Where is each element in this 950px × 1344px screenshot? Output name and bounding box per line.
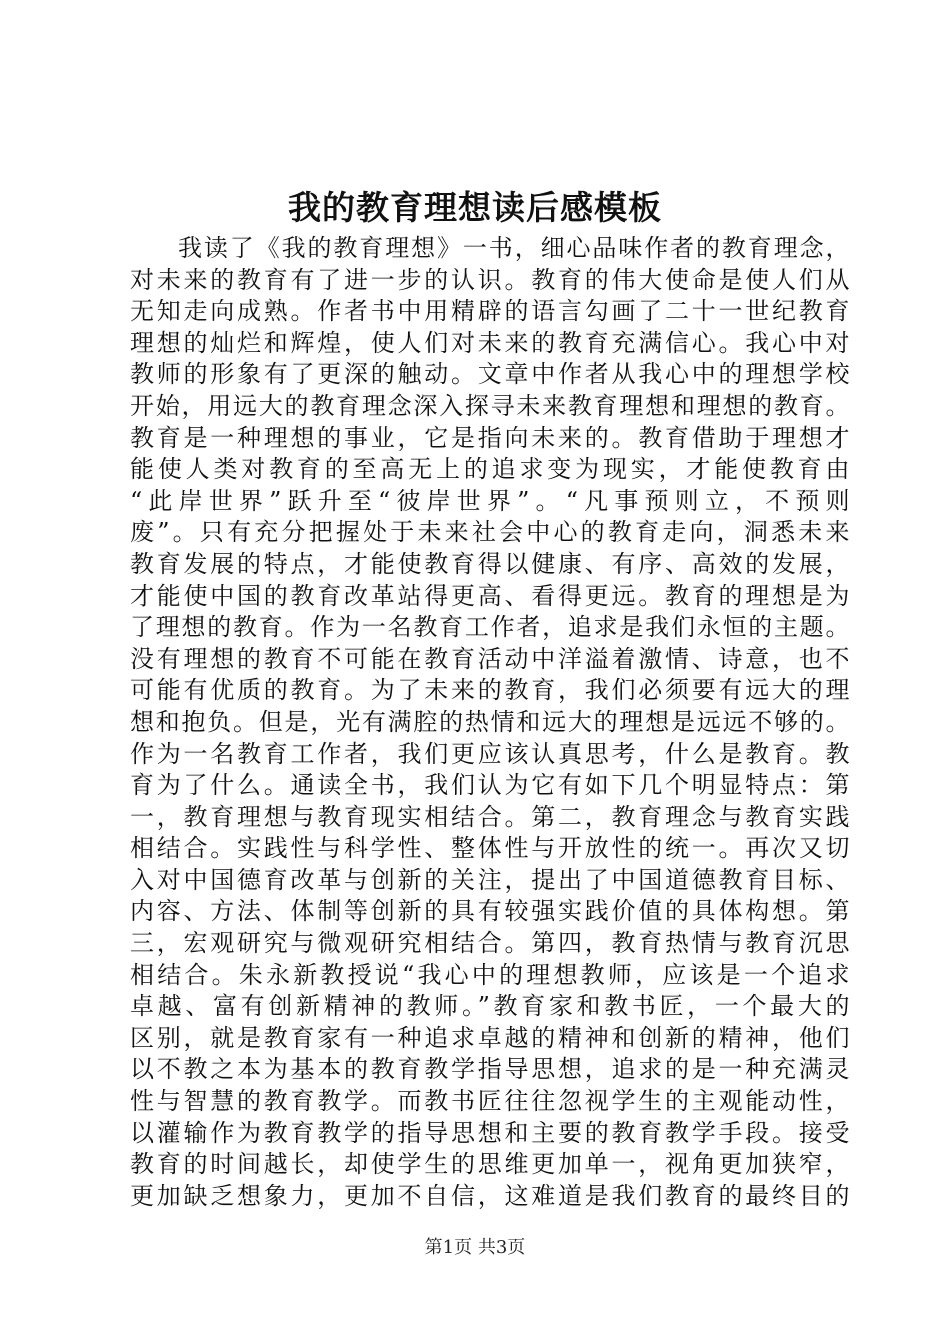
body-line: 一，教育理想与教育现实相结合。第二，教育理念与教育实践 — [130, 802, 850, 831]
document-body — [130, 233, 850, 1212]
body-line: 了理想的教育。作为一名教育工作者，追求是我们永恒的主题。 — [130, 613, 850, 642]
body-line: 对未来的教育有了进一步的认识。教育的伟大使命是使人们从 — [130, 265, 850, 294]
body-line: 相结合。实践性与科学性、整体性与开放性的统一。再次又切 — [130, 834, 850, 863]
body-line: 无知走向成熟。作者书中用精辟的语言勾画了二十一世纪教育 — [130, 297, 850, 326]
body-line: 以灌输作为教育教学的指导思想和主要的教育教学手段。接受 — [130, 1118, 850, 1147]
body-line: 我读了《我的教育理想》一书，细心品味作者的教育理念， — [178, 234, 850, 262]
body-line: 入对中国德育改革与创新的关注，提出了中国道德教育目标、 — [130, 865, 850, 894]
body-line: 教育是一种理想的事业，它是指向未来的。教育借助于理想才 — [130, 423, 850, 452]
document-title: 我的教育理想读后感模板 — [288, 188, 662, 227]
body-line: 才能使中国的教育改革站得更高、看得更远。教育的理想是为 — [130, 581, 850, 610]
body-line: 可能有优质的教育。为了未来的教育，我们必须要有远大的理 — [130, 676, 850, 705]
body-line: 教师的形象有了更深的触动。文章中作者从我心中的理想学校 — [130, 360, 850, 389]
body-line: 相结合。朱永新教授说“我心中的理想教师，应该是一个追求 — [130, 960, 850, 989]
body-line: 区别，就是教育家有一种追求卓越的精神和创新的精神，他们 — [130, 1023, 850, 1052]
body-line: 卓越、富有创新精神的教师。”教育家和教书匠，一个最大的 — [130, 992, 850, 1021]
body-line: 作为一名教育工作者，我们更应该认真思考，什么是教育。教 — [130, 739, 850, 768]
body-line: 育为了什么。通读全书，我们认为它有如下几个明显特点：第 — [130, 771, 850, 800]
body-line: 三，宏观研究与微观研究相结合。第四，教育热情与教育沉思 — [130, 929, 850, 958]
body-line: 开始，用远大的教育理念深入探寻未来教育理想和理想的教育。 — [130, 391, 850, 420]
body-line: 教育发展的特点，才能使教育得以健康、有序、高效的发展， — [130, 549, 850, 578]
body-line: 教育的时间越长，却使学生的思维更加单一，视角更加狭窄， — [130, 1150, 850, 1179]
page-number-footer: 第1页 共3页 — [424, 1237, 526, 1258]
body-line: 想和抱负。但是，光有满腔的热情和远大的理想是远远不够的。 — [130, 707, 850, 736]
body-line: 以不教之本为基本的教育教学指导思想，追求的是一种充满灵 — [130, 1055, 850, 1084]
body-line: 性与智慧的教育教学。而教书匠往往忽视学生的主观能动性， — [130, 1087, 850, 1116]
body-line: 废”。只有充分把握处于未来社会中心的教育走向，洞悉未来 — [130, 518, 850, 547]
body-line: 没有理想的教育不可能在教育活动中洋溢着激情、诗意，也不 — [130, 644, 850, 673]
body-line: 能使人类对教育的至高无上的追求变为现实，才能使教育由 — [130, 455, 850, 484]
body-line: 理想的灿烂和辉煌，使人们对未来的教育充满信心。我心中对 — [130, 328, 850, 357]
body-line: 更加缺乏想象力，更加不自信，这难道是我们教育的最终目的 — [130, 1181, 850, 1210]
body-line: 内容、方法、体制等创新的具有较强实践价值的具体构想。第 — [130, 897, 850, 926]
body-line: “此岸世界”跃升至“彼岸世界”。“凡事预则立，不预则 — [130, 486, 850, 515]
